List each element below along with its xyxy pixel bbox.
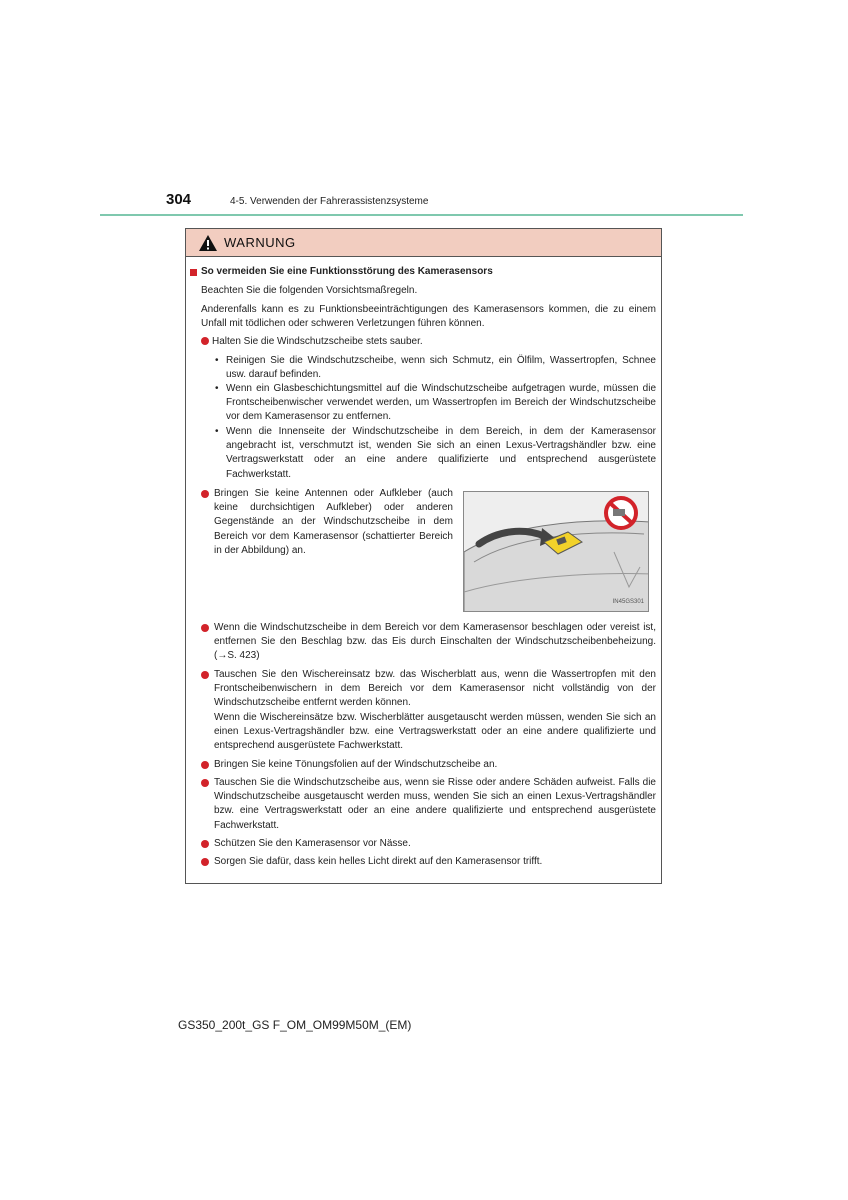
page-number: 304 [166, 191, 192, 208]
list-item-text-continued: Wenn die Wischereinsätze bzw. Wischerblätter ausgetauscht werden müssen, wenden Sie sich an einen Lexus-Vertragshändler bzw. eine Vertragswerkstatt oder an eine andere qualifizierte und entsprechend ausgerüstete Fachwerkstatt. [214, 712, 656, 752]
list-item-text: Halten Sie die Windschutzscheibe stets sauber. [212, 336, 423, 347]
windshield-illustration [463, 491, 649, 612]
list-item-text: Wenn die Windschutzscheibe in dem Bereich vor dem Kamerasensor beschlagen oder vereist ist, entfernen Sie den Beschlag bzw. das Eis durch Einschalten der Windschutzscheibenbeheizung. (→S. 423) [214, 622, 656, 662]
list-item-text: Tauschen Sie den Wischereinsatz bzw. das Wischerblatt aus, wenn die Wassertropfen mit den Frontscheibenwischern in dem Bereich vor dem Kamerasensor nicht vollständig von der Windschutzscheibe entfernt werden können. [214, 669, 656, 709]
document-code-footer: GS350_200t_GS F_OM_OM99M50M_(EM) [178, 1018, 412, 1032]
intro-text-1: Beachten Sie die folgenden Vorsichtsmaßregeln. [201, 285, 418, 296]
list-item-text: Bringen Sie keine Antennen oder Aufkleber (auch keine durchsichtigen Aufkleber) oder anderen Gegenstände an der Windschutzscheibe in dem Bereich vor dem Kamerasensor (schattierter Bereich in der Abbildung) an. [214, 488, 453, 556]
dot-bullet-icon: • [215, 355, 219, 366]
list-item-text: Tauschen Sie die Windschutzscheibe aus, wenn sie Risse oder andere Schäden aufweist. Falls die Windschutzscheibe ausgetauscht werden muss, wenden Sie sich an einen Lexus-Vertragshändler bzw. eine Vertragswerkstatt oder an eine andere qualifizierte und entsprechend ausgerüstete Fachwerkstatt. [214, 777, 656, 831]
sub-item-text: Reinigen Sie die Windschutzscheibe, wenn sich Schmutz, ein Ölfilm, Wassertropfen, Schnee usw. darauf befinden. [226, 355, 656, 381]
list-item-text: Schützen Sie den Kamerasensor vor Nässe. [214, 838, 411, 849]
bullet-icon [201, 671, 209, 679]
illustration-code: IN45GS301 [612, 598, 644, 605]
dot-bullet-icon: • [215, 426, 219, 437]
bullet-icon [201, 490, 209, 498]
bullet-icon [201, 761, 209, 769]
bullet-icon [201, 337, 209, 345]
warning-subtitle: So vermeiden Sie eine Funktionsstörung des Kamerasensors [201, 266, 493, 277]
sub-item-text: Wenn die Innenseite der Windschutzscheibe in dem Bereich, in dem der Kamerasensor angebracht ist, verschmutzt ist, wenden Sie sich an einen Lexus-Vertragshändler bzw. eine Vertragswerkstatt oder an eine andere qualifizierte und entsprechend ausgerüstete Fachwerkstatt. [226, 426, 656, 480]
list-item-text: Bringen Sie keine Tönungsfolien auf der Windschutzscheibe an. [214, 759, 498, 770]
intro-text-2: Anderenfalls kann es zu Funktionsbeeinträchtigungen des Kamerasensors kommen, die zu einem Unfall mit tödlichen oder schweren Verletzungen führen können. [201, 304, 656, 330]
bullet-icon [201, 858, 209, 866]
warning-title: WARNUNG [224, 235, 296, 250]
section-title: 4-5. Verwenden der Fahrerassistenzsysteme [230, 196, 429, 207]
list-item-1 [201, 335, 656, 349]
list-item-text: Sorgen Sie dafür, dass kein helles Licht direkt auf den Kamerasensor trifft. [214, 856, 543, 867]
sub-item-text: Wenn ein Glasbeschichtungsmittel auf die Windschutzscheibe aufgetragen wurde, müssen die Frontscheibenwischer verwendet werden, um Wassertropfen im Bereich der Windschutzscheibe vor dem Kamerasensor zu entfernen. [226, 383, 656, 423]
bullet-icon [201, 624, 209, 632]
bullet-icon [201, 840, 209, 848]
dot-bullet-icon: • [215, 383, 219, 394]
bullet-icon [201, 779, 209, 787]
square-bullet-icon [190, 269, 197, 276]
